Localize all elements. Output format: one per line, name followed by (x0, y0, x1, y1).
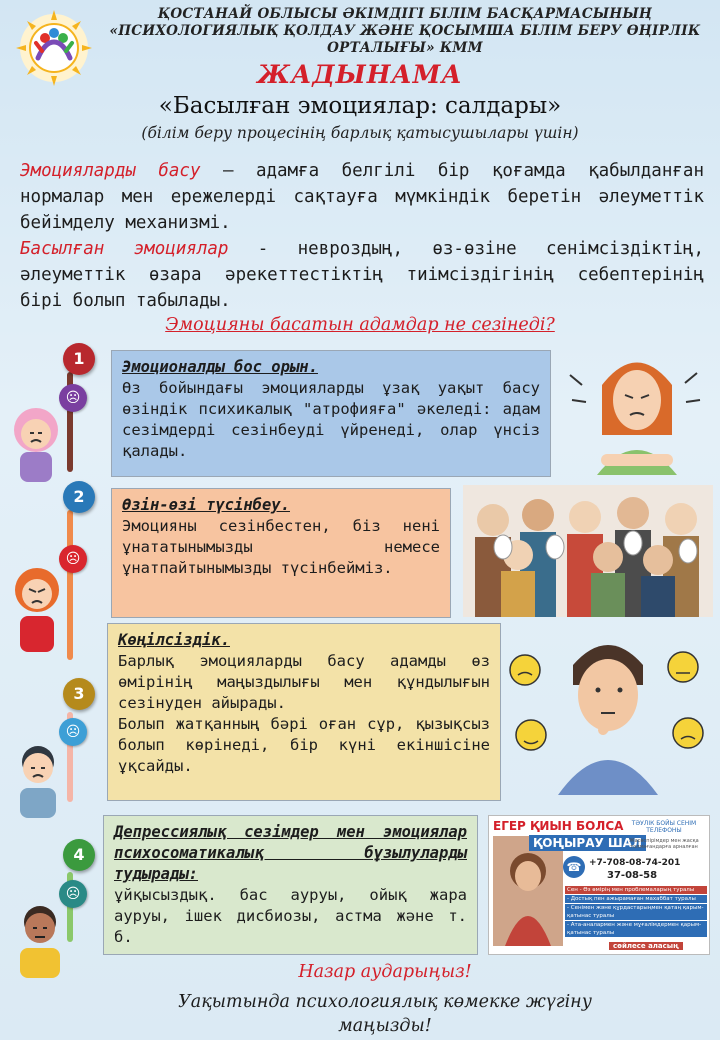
footer-message (0, 990, 720, 1038)
intro-paragraph-1 (20, 158, 704, 236)
phone-icon: ☎ (563, 856, 585, 878)
step-number-4: 4 (63, 839, 95, 871)
card-title-3: Көңілсіздік. (118, 631, 230, 649)
angry-face-icon: ☹ (59, 545, 87, 573)
offended-woman-illustration (562, 345, 712, 475)
term-suppression: Эмоцияларды басу (20, 161, 201, 181)
helpline-poster (488, 815, 710, 955)
card-text-3b: Болып жатқанның бәрі оған сұр, қызықсыз болып көрінеді, бір күні екіншісіне ұқсайды. (118, 715, 490, 775)
step-number-1: 1 (63, 343, 95, 375)
card-title-4: Депрессиялық сезімдер мен эмоциялар психосоматикалық бұзылуларды тудырады: (114, 823, 467, 883)
sad-girl-illustration (10, 400, 62, 484)
step-number-2: 2 (63, 481, 95, 513)
crying-face-icon: ☹ (59, 718, 87, 746)
helpline-phone-title: ТӘУЛІК БОЙЫ СЕНІМ ТЕЛЕФОНЫ (631, 820, 697, 834)
crowd-with-masks-illustration (463, 485, 713, 617)
timeline-rail-2 (67, 510, 73, 660)
footer-message-text: Уақытында психологиялық көмекке жүгіну маңызды! (178, 992, 592, 1036)
crying-boy-illustration (14, 740, 62, 820)
card-emotional-void (111, 350, 551, 477)
audience-note: (білім беру процесінің барлық қатысушылары үшін) (141, 124, 579, 142)
card-title-2: Өзін-өзі түсінбеу. (122, 496, 290, 514)
worried-face-icon: ☹ (59, 880, 87, 908)
helpline-topic: - Сенімен және құрдастарыңмен қатаң қарым-қатынас туралы (565, 904, 707, 920)
card-text-3a: Барлық эмоцияларды басу адамды өз өмірінің маңыздылығы мен құндылығын сезінуден айырады. (118, 652, 490, 712)
card-text-2: Эмоцияны сезінбестен, біз нені ұнататынымызды немесе ұнатпайтынымызды түсінбейміз. (122, 517, 440, 577)
angry-girl-illustration (12, 560, 62, 654)
term-suppressed-emotions: Басылған эмоциялар (20, 239, 229, 259)
definition-suppression: – адамға белгілі бір қоғамда қабылданған нормалар мен ережелерді сақтауға мүмкіндік беретін әлеуметтік бейімделу механизмі. (20, 161, 704, 233)
sad-child-photo (493, 836, 563, 946)
thinking-man-illustration (503, 625, 713, 795)
card-disappointment (107, 623, 501, 801)
helpline-number-1: +7-708-08-74-201 (589, 858, 681, 868)
helpline-cta: сөйлесе аласың (609, 942, 683, 950)
card-title-1: Эмоционалды бос орын. (122, 358, 318, 376)
sad-face-icon: ☹ (59, 384, 87, 412)
card-self-misunderstanding (111, 488, 451, 618)
helpline-phone-caption: Жасөспірімдер мен жасқа толмағандарға арналған (629, 838, 699, 850)
card-text-1: Өз бойындағы эмоцияларды ұзақ уақыт басу өзіндік психикалық "атрофияға" әкеледі: адам сезімдерді сезінбеуді үйренеді, олар үнсіз қалады. (122, 379, 540, 460)
page-subtitle: «Басылған эмоциялар: салдары» (158, 93, 562, 119)
helpline-number-2: 37-08-58 (607, 870, 658, 881)
card-text-4: ұйқысыздық. бас ауруы, ойық жара ауруы, ішек дисбиозы, астма және т. б. (114, 886, 467, 946)
intro-text (20, 158, 704, 314)
helpline-topic: Сен - Өз өмірің мен проблемаларың туралы (565, 886, 707, 894)
card-depressive-feelings (103, 815, 478, 955)
helpline-headline-2: ҚОҢЫРАУ ШАЛ (529, 835, 646, 851)
helpline-topic: - Ата-аналармен және мұғалімдермен қарым-қатынас туралы (565, 921, 707, 937)
step-number-3: 3 (63, 678, 95, 710)
section-question: Эмоцияны басатын адамдар не сезінеді? (165, 315, 555, 335)
helpline-topic: - Достық пен ажырамаған махаббат туралы (565, 895, 707, 903)
footer-attention: Назар аударыңыз! (298, 962, 472, 982)
intro-paragraph-2 (20, 236, 704, 314)
helpline-topics (565, 886, 707, 938)
organization-name: ҚОСТАНАЙ ОБЛЫСЫ ӘКІМДІГІ БІЛІМ БАСҚАРМАСЫНЫҢ «ПСИХОЛОГИЯЛЫҚ ҚОЛДАУ ЖӘНЕ ҚОСЫМША БІЛІМ БЕРУ ӨҢІРЛІК ОРТАЛЫҒЫ» КММ (109, 6, 701, 56)
helpline-headline-1: ЕГЕР ҚИЫН БОЛСА (493, 819, 624, 833)
definition-suppressed-emotions: - невроздың, өз-өзіне сенімсіздіктің, әлеуметтік өзара әрекеттестіктің тиімсіздігінің себептерінің бірі болып табылады. (20, 239, 704, 311)
page-title: ЖАДЫНАМА (257, 60, 463, 89)
